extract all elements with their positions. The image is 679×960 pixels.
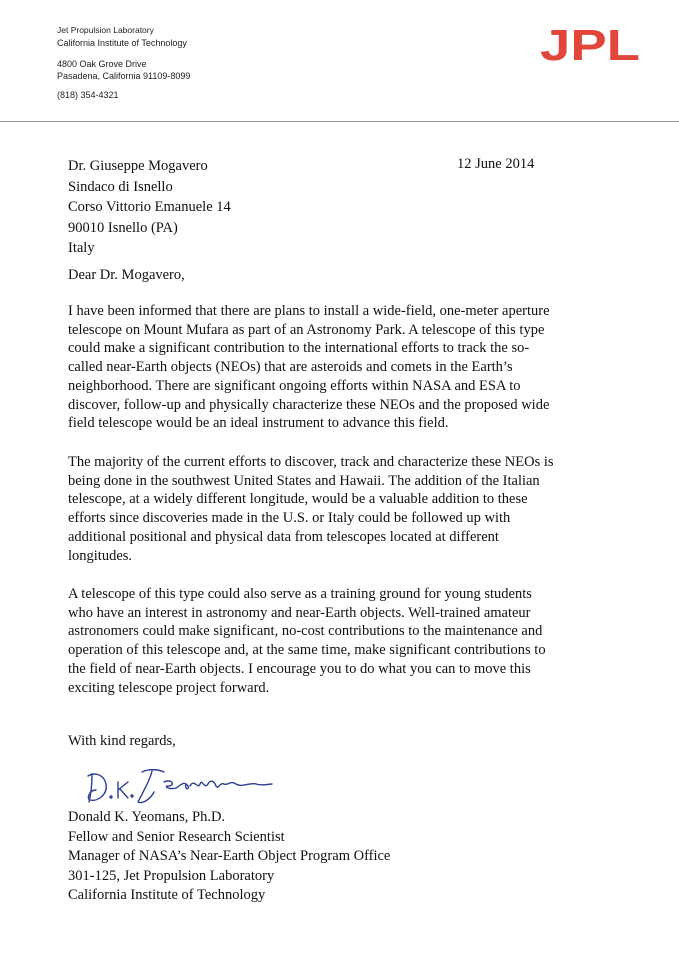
letter-date: 12 June 2014: [457, 156, 535, 172]
paragraph-line: efforts since discoveries made in the U.S. or Italy could be followed up with: [68, 510, 511, 527]
paragraph-line: operation of this telescope and, at the same time, make significant contributions to: [68, 642, 546, 659]
paragraph-line: field telescope would be an ideal instrument to advance this field.: [68, 415, 449, 432]
paragraph-line: being done in the southwest United States and Hawaii. The addition of the Italian: [68, 472, 540, 489]
paragraph-line: additional positional and physical data from telescopes located at different: [68, 528, 499, 545]
signer-institution: California Institute of Technology: [68, 887, 266, 903]
signer-position: Manager of NASA’s Near-Earth Object Program Office: [68, 848, 391, 864]
recipient-line: Sindaco di Isnello: [68, 178, 173, 195]
paragraph-line: longitudes.: [68, 547, 133, 564]
paragraph-line: I have been informed that there are plans to install a wide-field, one-meter aperture: [68, 303, 550, 319]
closing: With kind regards,: [68, 733, 176, 749]
paragraph-line: neighborhood. There are significant ongoing efforts within NASA and ESA to: [68, 377, 521, 394]
letterhead-street: 4800 Oak Grove Drive: [57, 59, 147, 69]
recipient-line: Corso Vittorio Emanuele 14: [68, 199, 231, 215]
paragraph-line: The majority of the current efforts to discover, track and characterize these NEOs is: [68, 454, 554, 470]
signer-title: Fellow and Senior Research Scientist: [68, 828, 285, 845]
salutation: Dear Dr. Mogavero,: [68, 267, 185, 283]
letterhead-divider: [0, 121, 679, 122]
letterhead-phone: (818) 354-4321: [57, 90, 119, 100]
letterhead-institute: California Institute of Technology: [57, 38, 187, 48]
paragraph-line: the field of near-Earth objects. I encourage you to do what you can to move this: [68, 660, 531, 677]
paragraph-line: telescope on Mount Mufara as part of an Astronomy Park. A telescope of this type: [68, 321, 545, 338]
paragraph-line: astronomers could make significant, no-cost contributions to the maintenance and: [68, 623, 543, 640]
letterhead-city: Pasadena, California 91109-8099: [57, 71, 191, 81]
letterhead-org: Jet Propulsion Laboratory: [57, 25, 154, 35]
body-paragraph-2: [68, 453, 588, 565]
signer-name: Donald K. Yeomans, Ph.D.: [68, 809, 226, 825]
recipient-line: Italy: [68, 240, 95, 256]
paragraph-line: could make a significant contribution to the international efforts to track the so-: [68, 340, 530, 357]
body-paragraph-1: [68, 302, 588, 433]
recipient-line: Dr. Giuseppe Mogavero: [68, 158, 208, 174]
recipient-address: [68, 156, 231, 259]
signature-block: [68, 808, 390, 906]
paragraph-line: A telescope of this type could also serve as a training ground for young students: [68, 586, 532, 602]
paragraph-line: telescope, at a widely different longitude, would be a valuable addition to these: [68, 491, 528, 508]
paragraph-line: called near-Earth objects (NEOs) that are asteroids and comets in the Earth’s: [68, 359, 513, 376]
paragraph-line: exciting telescope project forward.: [68, 679, 270, 696]
body-paragraph-3: [68, 585, 588, 697]
signer-address: 301-125, Jet Propulsion Laboratory: [68, 867, 275, 884]
jpl-logo: [538, 22, 642, 66]
paragraph-line: discover, follow-up and physically characterize these NEOs and the proposed wide: [68, 396, 550, 413]
recipient-line: 90010 Isnello (PA): [68, 219, 178, 236]
paragraph-line: who have an interest in astronomy and near-Earth objects. Well-trained amateur: [68, 604, 531, 621]
jpl-logo-text: JPL: [540, 22, 640, 66]
